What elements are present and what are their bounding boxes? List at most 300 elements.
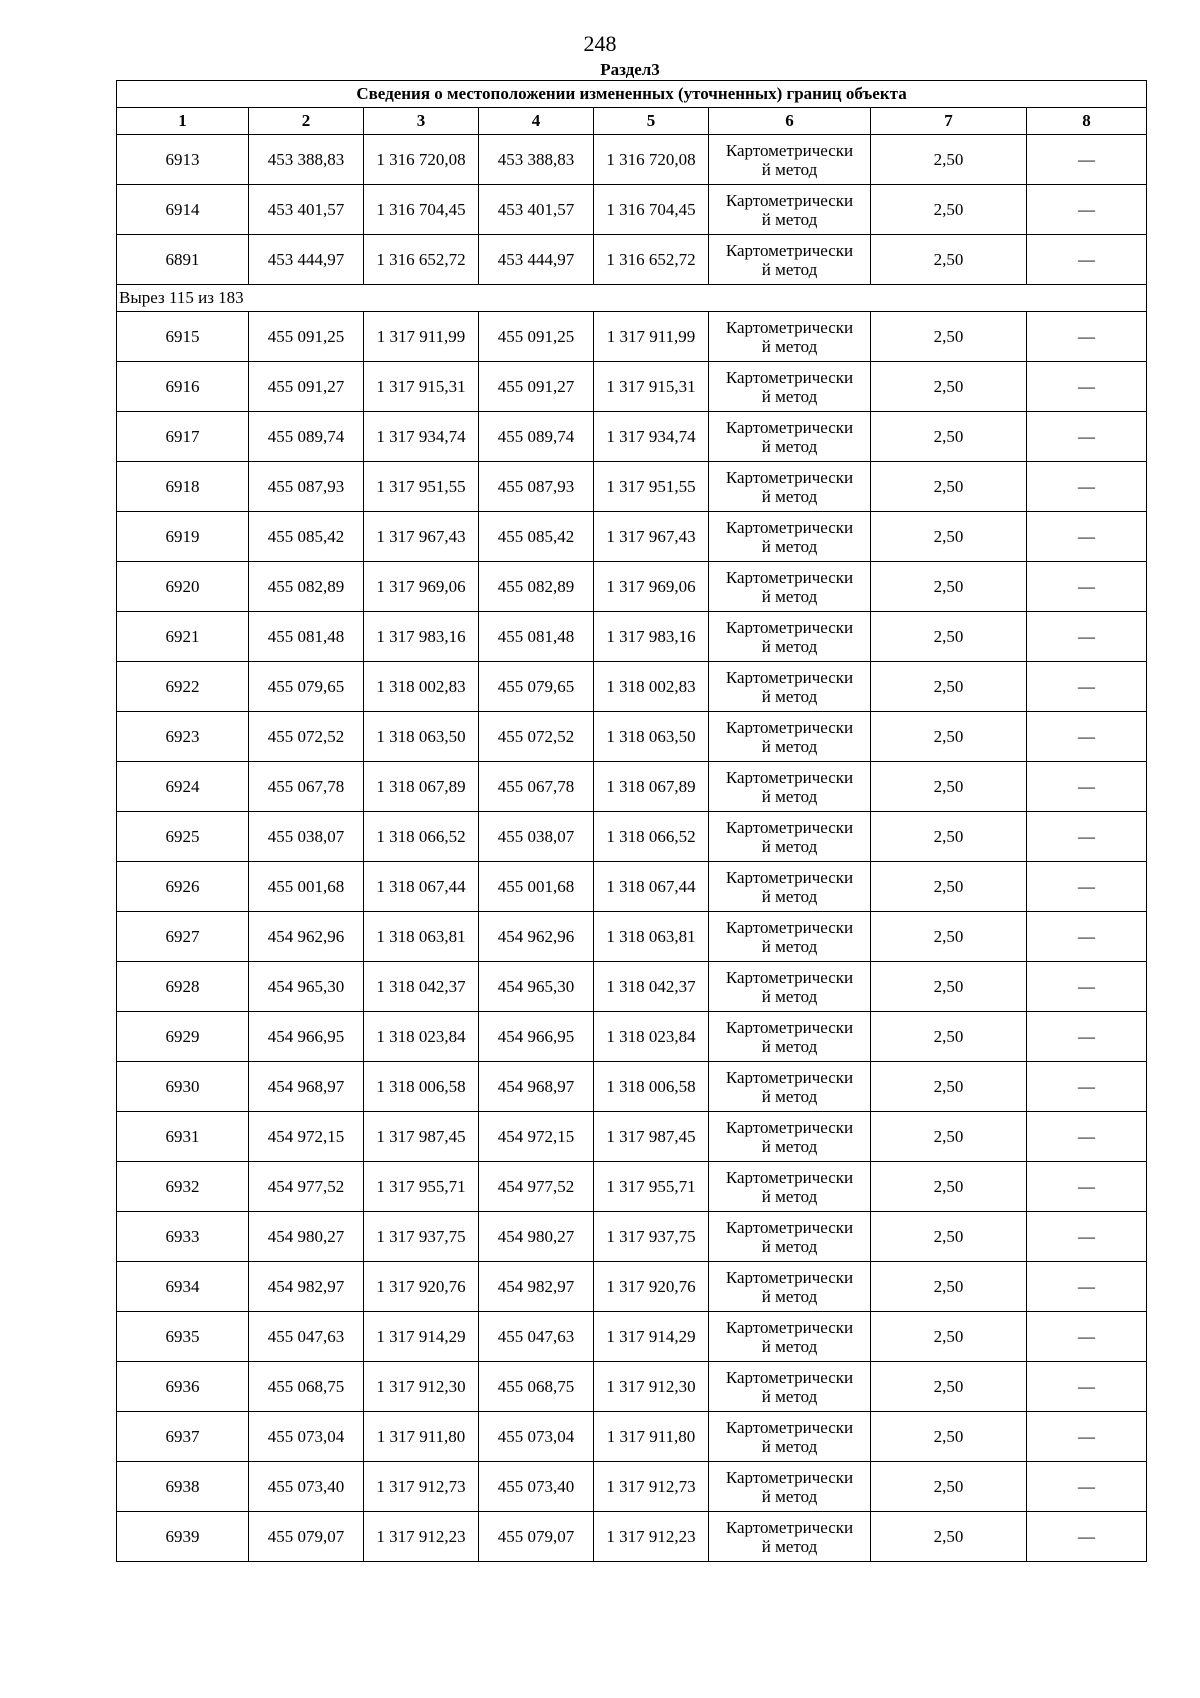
method-line: й метод	[761, 1236, 818, 1256]
x-old-cell: 455 081,48	[249, 612, 364, 662]
table-row	[117, 412, 1147, 462]
column-number: 4	[479, 108, 594, 135]
column-number: 2	[249, 108, 364, 135]
precision-cell: 2,50	[871, 612, 1027, 662]
precision-cell: 2,50	[871, 962, 1027, 1012]
method-line: й метод	[761, 1186, 818, 1206]
x-old-cell: 454 982,97	[249, 1262, 364, 1312]
precision-cell: 2,50	[871, 412, 1027, 462]
x-old-cell: 454 965,30	[249, 962, 364, 1012]
y-new-cell: 1 317 914,29	[594, 1312, 709, 1362]
x-new-cell: 455 089,74	[479, 412, 594, 462]
x-new-cell: 453 444,97	[479, 235, 594, 285]
method-line: й метод	[761, 159, 818, 179]
method-line: Картометрически	[725, 1367, 854, 1387]
x-old-cell: 454 972,15	[249, 1112, 364, 1162]
method-line: й метод	[761, 209, 818, 229]
description-cell: —	[1027, 862, 1147, 912]
y-old-cell: 1 317 914,29	[364, 1312, 479, 1362]
x-new-cell: 455 082,89	[479, 562, 594, 612]
description-cell: —	[1027, 312, 1147, 362]
precision-cell: 2,50	[871, 1262, 1027, 1312]
point-number-cell: 6935	[117, 1312, 249, 1362]
method-cell	[709, 312, 871, 362]
x-new-cell: 455 079,07	[479, 1512, 594, 1562]
y-old-cell: 1 318 063,81	[364, 912, 479, 962]
table-row	[117, 135, 1147, 185]
method-line: Картометрически	[725, 190, 854, 210]
point-number-cell: 6938	[117, 1462, 249, 1512]
table-row	[117, 612, 1147, 662]
description-cell: —	[1027, 412, 1147, 462]
method-cell	[709, 1162, 871, 1212]
x-old-cell: 455 067,78	[249, 762, 364, 812]
method-cell	[709, 862, 871, 912]
method-line: Картометрически	[725, 717, 854, 737]
method-line: Картометрически	[725, 417, 854, 437]
method-line: й метод	[761, 836, 818, 856]
x-new-cell: 454 965,30	[479, 962, 594, 1012]
cutout-label: Вырез 115 из 183	[117, 285, 1147, 312]
x-old-cell: 454 966,95	[249, 1012, 364, 1062]
column-number-row	[117, 108, 1147, 135]
y-new-cell: 1 317 987,45	[594, 1112, 709, 1162]
y-new-cell: 1 318 063,50	[594, 712, 709, 762]
x-new-cell: 454 968,97	[479, 1062, 594, 1112]
description-cell: —	[1027, 962, 1147, 1012]
y-old-cell: 1 316 720,08	[364, 135, 479, 185]
table-row	[117, 862, 1147, 912]
table-row	[117, 1362, 1147, 1412]
table-row	[117, 312, 1147, 362]
coordinates-table	[116, 80, 1147, 1562]
precision-cell: 2,50	[871, 235, 1027, 285]
x-new-cell: 455 085,42	[479, 512, 594, 562]
method-line: Картометрически	[725, 1167, 854, 1187]
method-line: Картометрически	[725, 617, 854, 637]
method-line: Картометрически	[725, 867, 854, 887]
description-cell: —	[1027, 1062, 1147, 1112]
x-new-cell: 454 982,97	[479, 1262, 594, 1312]
y-old-cell: 1 318 023,84	[364, 1012, 479, 1062]
precision-cell: 2,50	[871, 362, 1027, 412]
method-line: й метод	[761, 1086, 818, 1106]
description-cell: —	[1027, 1362, 1147, 1412]
column-number: 8	[1027, 108, 1147, 135]
method-line: й метод	[761, 1286, 818, 1306]
method-cell	[709, 135, 871, 185]
x-old-cell: 455 087,93	[249, 462, 364, 512]
method-cell	[709, 612, 871, 662]
table-row	[117, 962, 1147, 1012]
y-new-cell: 1 317 951,55	[594, 462, 709, 512]
method-cell	[709, 1462, 871, 1512]
table-row	[117, 1262, 1147, 1312]
description-cell: —	[1027, 512, 1147, 562]
description-cell: —	[1027, 662, 1147, 712]
method-cell	[709, 1012, 871, 1062]
table-row	[117, 235, 1147, 285]
x-old-cell: 455 079,65	[249, 662, 364, 712]
precision-cell: 2,50	[871, 1112, 1027, 1162]
description-cell: —	[1027, 762, 1147, 812]
y-new-cell: 1 318 002,83	[594, 662, 709, 712]
method-line: й метод	[761, 1436, 818, 1456]
method-cell	[709, 912, 871, 962]
method-line: Картометрически	[725, 1317, 854, 1337]
y-old-cell: 1 316 704,45	[364, 185, 479, 235]
x-old-cell: 455 091,27	[249, 362, 364, 412]
y-new-cell: 1 317 934,74	[594, 412, 709, 462]
table-row	[117, 512, 1147, 562]
method-line: Картометрически	[725, 317, 854, 337]
precision-cell: 2,50	[871, 812, 1027, 862]
point-number-cell: 6918	[117, 462, 249, 512]
y-new-cell: 1 317 937,75	[594, 1212, 709, 1262]
point-number-cell: 6932	[117, 1162, 249, 1212]
y-old-cell: 1 317 912,23	[364, 1512, 479, 1562]
precision-cell: 2,50	[871, 1312, 1027, 1362]
x-old-cell: 455 072,52	[249, 712, 364, 762]
method-cell	[709, 1362, 871, 1412]
x-new-cell: 455 079,65	[479, 662, 594, 712]
description-cell: —	[1027, 1162, 1147, 1212]
y-old-cell: 1 317 912,73	[364, 1462, 479, 1512]
table-row	[117, 1512, 1147, 1562]
precision-cell: 2,50	[871, 662, 1027, 712]
y-old-cell: 1 317 912,30	[364, 1362, 479, 1412]
table-caption-row	[117, 81, 1147, 108]
x-old-cell: 453 401,57	[249, 185, 364, 235]
point-number-cell: 6915	[117, 312, 249, 362]
table-row	[117, 362, 1147, 412]
table-row	[117, 1312, 1147, 1362]
method-line: й метод	[761, 259, 818, 279]
description-cell: —	[1027, 235, 1147, 285]
y-old-cell: 1 317 937,75	[364, 1212, 479, 1262]
y-old-cell: 1 317 955,71	[364, 1162, 479, 1212]
y-old-cell: 1 318 066,52	[364, 812, 479, 862]
method-line: Картометрически	[725, 1267, 854, 1287]
point-number-cell: 6939	[117, 1512, 249, 1562]
table-caption: Сведения о местоположении измененных (уточненных) границ объекта	[117, 81, 1147, 108]
precision-cell: 2,50	[871, 185, 1027, 235]
method-line: й метод	[761, 386, 818, 406]
point-number-cell: 6931	[117, 1112, 249, 1162]
method-cell	[709, 1412, 871, 1462]
method-line: й метод	[761, 536, 818, 556]
point-number-cell: 6920	[117, 562, 249, 612]
description-cell: —	[1027, 1412, 1147, 1462]
column-number: 3	[364, 108, 479, 135]
table-row	[117, 912, 1147, 962]
y-new-cell: 1 317 983,16	[594, 612, 709, 662]
y-new-cell: 1 317 911,80	[594, 1412, 709, 1462]
method-line: Картометрически	[725, 1017, 854, 1037]
method-line: Картометрически	[725, 467, 854, 487]
column-number: 1	[117, 108, 249, 135]
method-cell	[709, 462, 871, 512]
table-row	[117, 662, 1147, 712]
point-number-cell: 6929	[117, 1012, 249, 1062]
x-new-cell: 454 977,52	[479, 1162, 594, 1212]
y-new-cell: 1 316 704,45	[594, 185, 709, 235]
point-number-cell: 6933	[117, 1212, 249, 1262]
y-new-cell: 1 317 969,06	[594, 562, 709, 612]
y-new-cell: 1 317 915,31	[594, 362, 709, 412]
method-line: Картометрически	[725, 140, 854, 160]
y-old-cell: 1 317 934,74	[364, 412, 479, 462]
y-new-cell: 1 318 066,52	[594, 812, 709, 862]
point-number-cell: 6913	[117, 135, 249, 185]
method-line: й метод	[761, 686, 818, 706]
method-line: й метод	[761, 436, 818, 456]
method-cell	[709, 812, 871, 862]
y-old-cell: 1 318 067,44	[364, 862, 479, 912]
description-cell: —	[1027, 1512, 1147, 1562]
point-number-cell: 6937	[117, 1412, 249, 1462]
y-new-cell: 1 317 912,23	[594, 1512, 709, 1562]
x-new-cell: 455 068,75	[479, 1362, 594, 1412]
description-cell: —	[1027, 1462, 1147, 1512]
point-number-cell: 6934	[117, 1262, 249, 1312]
method-line: Картометрически	[725, 1067, 854, 1087]
x-new-cell: 455 067,78	[479, 762, 594, 812]
y-old-cell: 1 318 006,58	[364, 1062, 479, 1112]
method-line: Картометрически	[725, 567, 854, 587]
y-old-cell: 1 317 911,99	[364, 312, 479, 362]
y-old-cell: 1 317 911,80	[364, 1412, 479, 1462]
method-line: Картометрически	[725, 667, 854, 687]
method-cell	[709, 1212, 871, 1262]
y-new-cell: 1 318 067,44	[594, 862, 709, 912]
table-body	[117, 81, 1147, 1562]
y-new-cell: 1 317 911,99	[594, 312, 709, 362]
precision-cell: 2,50	[871, 1012, 1027, 1062]
point-number-cell: 6916	[117, 362, 249, 412]
description-cell: —	[1027, 1112, 1147, 1162]
table-row	[117, 1462, 1147, 1512]
method-line: й метод	[761, 936, 818, 956]
method-line: Картометрически	[725, 767, 854, 787]
x-old-cell: 454 968,97	[249, 1062, 364, 1112]
description-cell: —	[1027, 712, 1147, 762]
column-number: 5	[594, 108, 709, 135]
method-cell	[709, 1062, 871, 1112]
method-line: Картометрически	[725, 917, 854, 937]
precision-cell: 2,50	[871, 762, 1027, 812]
point-number-cell: 6928	[117, 962, 249, 1012]
x-old-cell: 455 038,07	[249, 812, 364, 862]
y-old-cell: 1 317 920,76	[364, 1262, 479, 1312]
method-line: й метод	[761, 986, 818, 1006]
point-number-cell: 6936	[117, 1362, 249, 1412]
table-row	[117, 562, 1147, 612]
method-line: й метод	[761, 486, 818, 506]
method-line: й метод	[761, 336, 818, 356]
method-line: й метод	[761, 1036, 818, 1056]
precision-cell: 2,50	[871, 1362, 1027, 1412]
x-new-cell: 455 047,63	[479, 1312, 594, 1362]
y-old-cell: 1 318 002,83	[364, 662, 479, 712]
method-line: й метод	[761, 886, 818, 906]
x-new-cell: 455 091,25	[479, 312, 594, 362]
x-old-cell: 453 388,83	[249, 135, 364, 185]
x-old-cell: 455 085,42	[249, 512, 364, 562]
x-new-cell: 454 980,27	[479, 1212, 594, 1262]
method-cell	[709, 762, 871, 812]
y-old-cell: 1 317 967,43	[364, 512, 479, 562]
x-new-cell: 455 073,04	[479, 1412, 594, 1462]
x-old-cell: 455 073,04	[249, 1412, 364, 1462]
y-old-cell: 1 317 987,45	[364, 1112, 479, 1162]
table-row	[117, 1212, 1147, 1262]
y-new-cell: 1 316 720,08	[594, 135, 709, 185]
y-new-cell: 1 317 967,43	[594, 512, 709, 562]
table-row	[117, 762, 1147, 812]
page-number: 248	[583, 31, 617, 56]
table-row	[117, 1062, 1147, 1112]
point-number-cell: 6923	[117, 712, 249, 762]
x-old-cell: 454 962,96	[249, 912, 364, 962]
description-cell: —	[1027, 912, 1147, 962]
table-row	[117, 462, 1147, 512]
table-row	[117, 812, 1147, 862]
y-old-cell: 1 318 042,37	[364, 962, 479, 1012]
description-cell: —	[1027, 1012, 1147, 1062]
point-number-cell: 6922	[117, 662, 249, 712]
precision-cell: 2,50	[871, 1162, 1027, 1212]
column-number: 6	[709, 108, 871, 135]
x-old-cell: 455 047,63	[249, 1312, 364, 1362]
table-row	[117, 1412, 1147, 1462]
description-cell: —	[1027, 812, 1147, 862]
y-new-cell: 1 318 023,84	[594, 1012, 709, 1062]
precision-cell: 2,50	[871, 135, 1027, 185]
x-new-cell: 455 072,52	[479, 712, 594, 762]
method-line: й метод	[761, 1536, 818, 1556]
y-old-cell: 1 316 652,72	[364, 235, 479, 285]
point-number-cell: 6926	[117, 862, 249, 912]
y-old-cell: 1 318 067,89	[364, 762, 479, 812]
description-cell: —	[1027, 135, 1147, 185]
method-cell	[709, 512, 871, 562]
description-cell: —	[1027, 1212, 1147, 1262]
x-old-cell: 455 073,40	[249, 1462, 364, 1512]
point-number-cell: 6914	[117, 185, 249, 235]
y-new-cell: 1 318 006,58	[594, 1062, 709, 1112]
method-cell	[709, 235, 871, 285]
x-new-cell: 454 962,96	[479, 912, 594, 962]
x-old-cell: 455 079,07	[249, 1512, 364, 1562]
method-line: й метод	[761, 1486, 818, 1506]
y-new-cell: 1 317 912,73	[594, 1462, 709, 1512]
x-new-cell: 453 388,83	[479, 135, 594, 185]
precision-cell: 2,50	[871, 1062, 1027, 1112]
method-line: й метод	[761, 586, 818, 606]
description-cell: —	[1027, 185, 1147, 235]
precision-cell: 2,50	[871, 712, 1027, 762]
precision-cell: 2,50	[871, 562, 1027, 612]
method-cell	[709, 185, 871, 235]
x-new-cell: 455 038,07	[479, 812, 594, 862]
description-cell: —	[1027, 1312, 1147, 1362]
point-number-cell: 6927	[117, 912, 249, 962]
section-title: Раздел3	[600, 60, 660, 79]
y-old-cell: 1 317 915,31	[364, 362, 479, 412]
method-cell	[709, 712, 871, 762]
method-line: й метод	[761, 1136, 818, 1156]
x-old-cell: 455 091,25	[249, 312, 364, 362]
description-cell: —	[1027, 612, 1147, 662]
y-new-cell: 1 316 652,72	[594, 235, 709, 285]
method-line: Картометрически	[725, 817, 854, 837]
precision-cell: 2,50	[871, 512, 1027, 562]
precision-cell: 2,50	[871, 862, 1027, 912]
method-line: Картометрически	[725, 240, 854, 260]
table-row	[117, 712, 1147, 762]
table-row	[117, 185, 1147, 235]
method-cell	[709, 412, 871, 462]
method-line: й метод	[761, 636, 818, 656]
x-new-cell: 455 081,48	[479, 612, 594, 662]
x-old-cell: 454 980,27	[249, 1212, 364, 1262]
y-new-cell: 1 318 042,37	[594, 962, 709, 1012]
method-line: Картометрически	[725, 517, 854, 537]
method-line: Картометрически	[725, 967, 854, 987]
method-line: й метод	[761, 1386, 818, 1406]
method-line: Картометрически	[725, 1467, 854, 1487]
point-number-cell: 6921	[117, 612, 249, 662]
point-number-cell: 6917	[117, 412, 249, 462]
method-line: Картометрически	[725, 1217, 854, 1237]
x-new-cell: 454 972,15	[479, 1112, 594, 1162]
method-cell	[709, 362, 871, 412]
x-new-cell: 454 966,95	[479, 1012, 594, 1062]
precision-cell: 2,50	[871, 1212, 1027, 1262]
method-line: Картометрически	[725, 367, 854, 387]
x-new-cell: 455 091,27	[479, 362, 594, 412]
point-number-cell: 6924	[117, 762, 249, 812]
column-number: 7	[871, 108, 1027, 135]
method-cell	[709, 962, 871, 1012]
point-number-cell: 6891	[117, 235, 249, 285]
table-row	[117, 1112, 1147, 1162]
y-old-cell: 1 318 063,50	[364, 712, 479, 762]
method-cell	[709, 662, 871, 712]
method-line: й метод	[761, 1336, 818, 1356]
y-new-cell: 1 317 920,76	[594, 1262, 709, 1312]
x-old-cell: 455 068,75	[249, 1362, 364, 1412]
y-new-cell: 1 318 063,81	[594, 912, 709, 962]
method-cell	[709, 1112, 871, 1162]
y-new-cell: 1 317 912,30	[594, 1362, 709, 1412]
x-old-cell: 455 001,68	[249, 862, 364, 912]
x-old-cell: 453 444,97	[249, 235, 364, 285]
description-cell: —	[1027, 362, 1147, 412]
description-cell: —	[1027, 562, 1147, 612]
y-old-cell: 1 317 983,16	[364, 612, 479, 662]
method-line: Картометрически	[725, 1117, 854, 1137]
precision-cell: 2,50	[871, 312, 1027, 362]
point-number-cell: 6930	[117, 1062, 249, 1112]
precision-cell: 2,50	[871, 1412, 1027, 1462]
x-old-cell: 455 089,74	[249, 412, 364, 462]
table-row	[117, 1162, 1147, 1212]
point-number-cell: 6925	[117, 812, 249, 862]
method-cell	[709, 1262, 871, 1312]
x-new-cell: 455 073,40	[479, 1462, 594, 1512]
